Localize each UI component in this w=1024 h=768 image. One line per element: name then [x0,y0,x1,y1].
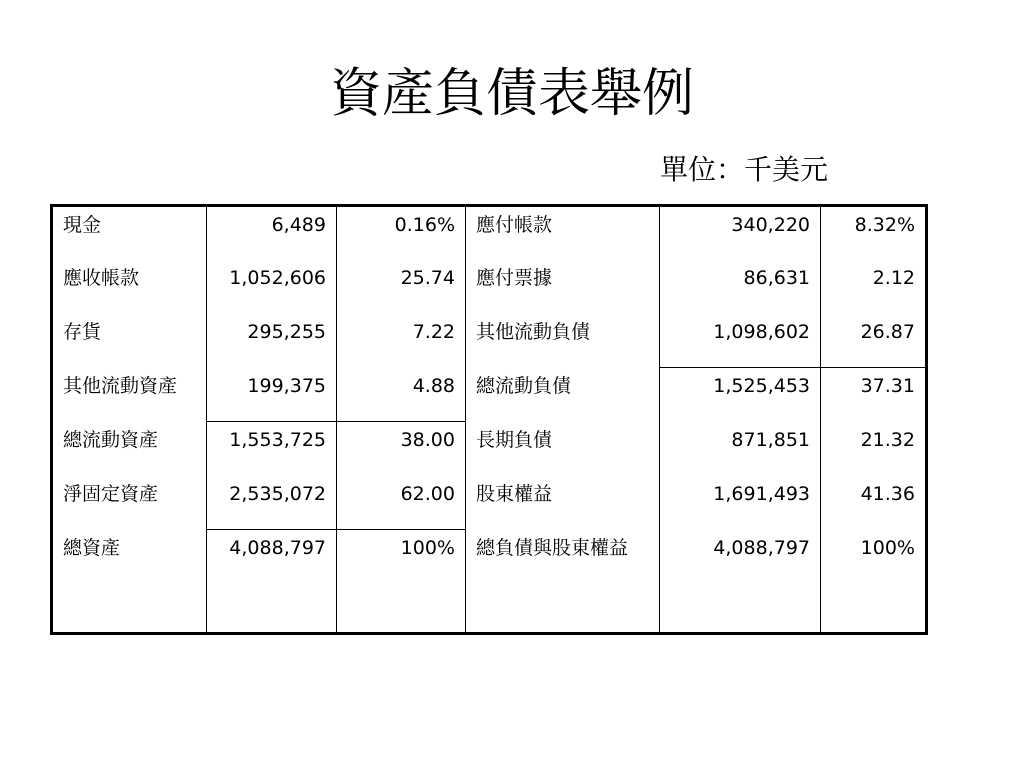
page-title: 資產負債表舉例 [329,64,694,124]
asset-value: 2,535,072 [207,476,337,530]
table-row [52,530,927,634]
asset-label: 應收帳款 [52,260,207,314]
liability-percent: 100% [821,530,927,634]
asset-percent: 7.22 [337,314,466,368]
liability-value: 1,525,453 [660,368,821,422]
liability-percent: 21.32 [821,422,927,476]
liability-label: 股東權益 [466,476,660,530]
asset-label: 總資產 [52,530,207,634]
liability-label: 總流動負債 [466,368,660,422]
liability-value: 1,691,493 [660,476,821,530]
asset-label: 其他流動資產 [52,368,207,422]
table-row [52,422,927,476]
liability-label: 應付帳款 [466,206,660,260]
liability-label: 長期負債 [466,422,660,476]
asset-percent: 25.74 [337,260,466,314]
liability-value: 86,631 [660,260,821,314]
asset-percent: 100% [337,530,466,634]
asset-value: 295,255 [207,314,337,368]
liability-label: 總負債與股東權益 [466,530,660,634]
table-row [52,206,927,260]
liability-value: 871,851 [660,422,821,476]
balance-sheet-table [50,204,928,635]
asset-percent: 0.16% [337,206,466,260]
asset-percent: 62.00 [337,476,466,530]
asset-percent: 4.88 [337,368,466,422]
table-row [52,260,927,314]
liability-label: 應付票據 [466,260,660,314]
asset-value: 6,489 [207,206,337,260]
liability-label: 其他流動負債 [466,314,660,368]
liability-value: 340,220 [660,206,821,260]
asset-percent: 38.00 [337,422,466,476]
liability-percent: 2.12 [821,260,927,314]
asset-label: 現金 [52,206,207,260]
asset-value: 199,375 [207,368,337,422]
liability-value: 4,088,797 [660,530,821,634]
liability-percent: 26.87 [821,314,927,368]
asset-value: 1,052,606 [207,260,337,314]
asset-value: 4,088,797 [207,530,337,634]
asset-label: 總流動資產 [52,422,207,476]
liability-percent: 41.36 [821,476,927,530]
table-row [52,368,927,422]
liability-percent: 8.32% [821,206,927,260]
liability-value: 1,098,602 [660,314,821,368]
liability-percent: 37.31 [821,368,927,422]
table-row [52,476,927,530]
asset-value: 1,553,725 [207,422,337,476]
asset-label: 存貨 [52,314,207,368]
asset-label: 淨固定資產 [52,476,207,530]
table-row [52,314,927,368]
unit-label: 單位：千美元 [660,153,829,186]
